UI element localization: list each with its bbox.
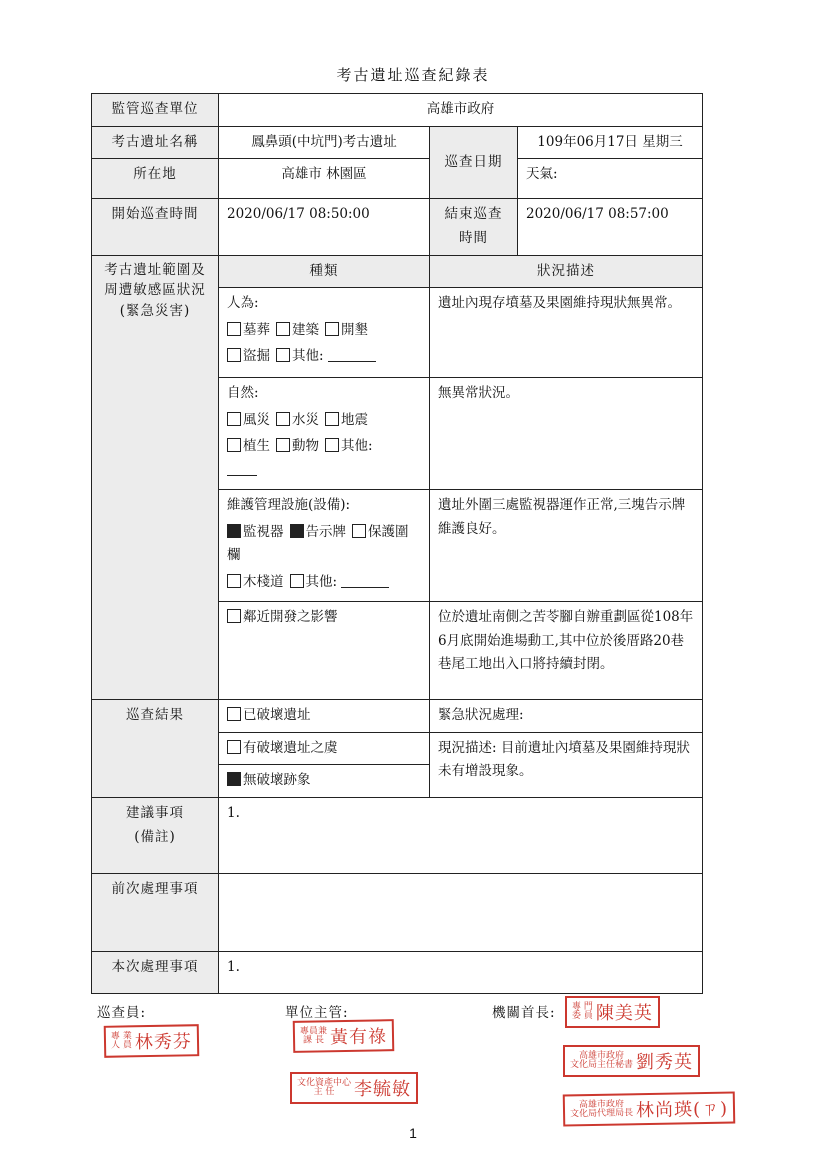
natural-desc: 無異常狀況。 xyxy=(430,378,703,490)
result-label: 巡查結果 xyxy=(92,700,219,798)
previous-value xyxy=(219,874,703,952)
site-value: 鳳鼻頭(中坑門)考古遺址 xyxy=(219,126,430,159)
start-time-value: 2020/06/17 08:50:00 xyxy=(219,199,430,255)
checkbox-human-other[interactable] xyxy=(276,348,290,362)
option-natural-other: 其他: xyxy=(341,438,373,455)
suggestion-value: 1. xyxy=(219,798,703,874)
checkbox-facility-other[interactable] xyxy=(290,574,304,588)
natural-label: 自然: xyxy=(227,385,259,402)
suggestion-label-cell xyxy=(92,798,219,874)
previous-label: 前次處理事項 xyxy=(92,874,219,952)
checkbox-cultivation[interactable] xyxy=(325,322,339,336)
inspector-label: 巡查員: xyxy=(97,1005,147,1021)
row-current xyxy=(92,952,703,994)
option-facility-other: 其他: xyxy=(305,574,338,590)
inspection-form-table xyxy=(91,93,703,994)
facility-cell xyxy=(219,490,430,602)
checkbox-animal[interactable] xyxy=(276,438,290,452)
checkbox-no-damage[interactable] xyxy=(227,772,241,786)
end-time-value: 2020/06/17 08:57:00 xyxy=(518,199,703,255)
option-earthquake: 地震 xyxy=(341,411,368,428)
row-time xyxy=(92,199,703,255)
checkbox-fence[interactable] xyxy=(352,524,366,538)
location-value: 高雄市 林園區 xyxy=(219,159,430,199)
option-cultivation: 開墾 xyxy=(341,321,368,338)
col-type-header: 種類 xyxy=(219,255,430,288)
site-label: 考古遺址名稱 xyxy=(92,126,219,159)
suggestion-note-label: (備註) xyxy=(134,828,176,845)
facility-label: 維護管理設施(設備): xyxy=(227,497,351,514)
col-desc-header: 狀況描述 xyxy=(430,255,703,288)
nearby-desc: 位於遺址南側之苦苓腳自辦重劃區從108年6月底開始進場動工,其中位於後厝路20巷巷尾工地出入口將持續封閉。 xyxy=(430,602,703,700)
option-burial: 墓葬 xyxy=(243,321,270,338)
suggestion-label: 建議事項 xyxy=(126,805,184,821)
status-section-label: 考古遺址範圍及周遭敏感區狀況(緊急災害) xyxy=(92,255,219,700)
unit-value: 高雄市政府 xyxy=(219,94,703,127)
emergency-label: 緊急狀況處理: xyxy=(430,700,703,733)
result-option-risk-cell xyxy=(219,732,430,765)
seal-inspector: 專 業 人 員 林秀芬 xyxy=(104,1024,199,1058)
seal-center-director: 文化資產中心 主 任 李毓敏 xyxy=(290,1072,418,1104)
checkbox-cctv[interactable] xyxy=(227,524,241,538)
facility-desc: 遺址外圍三處監視器運作正常,三塊告示牌維護良好。 xyxy=(430,490,703,602)
page-number: 1 xyxy=(409,1125,417,1141)
option-destroyed: 已破壞遺址 xyxy=(243,707,311,724)
option-animal: 動物 xyxy=(292,438,319,455)
natural-other-blank[interactable] xyxy=(227,463,257,476)
checkbox-flood[interactable] xyxy=(276,412,290,426)
seal-chief-secretary: 高雄市政府 文化局主任秘書 劉秀英 xyxy=(563,1045,700,1077)
form-title: 考古遺址巡查紀錄表 xyxy=(336,66,490,84)
current-label: 本次處理事項 xyxy=(92,952,219,994)
human-desc: 遺址內現存墳墓及果園維持現狀無異常。 xyxy=(430,288,703,378)
checkbox-risk[interactable] xyxy=(227,740,241,754)
checkbox-nearby[interactable] xyxy=(227,609,241,623)
checkbox-signboard[interactable] xyxy=(290,524,304,538)
end-time-label: 結束巡查時間 xyxy=(430,199,518,255)
human-label: 人為: xyxy=(227,295,259,312)
location-label: 所在地 xyxy=(92,159,219,199)
checkbox-building[interactable] xyxy=(276,322,290,336)
row-result-1 xyxy=(92,700,703,733)
result-option-none-cell xyxy=(219,765,430,798)
unit-label: 監管巡查單位 xyxy=(92,94,219,127)
nearby-cell xyxy=(219,602,430,700)
current-value: 1. xyxy=(219,952,703,994)
checkbox-vegetation[interactable] xyxy=(227,438,241,452)
row-site xyxy=(92,126,703,159)
option-cctv: 監視器 xyxy=(243,523,284,540)
start-time-label: 開始巡查時間 xyxy=(92,199,219,255)
checkbox-boardwalk[interactable] xyxy=(227,574,241,588)
option-fence: 保護圍欄 xyxy=(227,523,409,564)
option-boardwalk: 木棧道 xyxy=(243,574,284,590)
option-signboard: 告示牌 xyxy=(305,523,346,540)
human-other-blank[interactable] xyxy=(328,349,376,362)
option-human-other: 其他: xyxy=(292,348,324,365)
checkbox-burial[interactable] xyxy=(227,322,241,336)
human-cell xyxy=(219,288,430,378)
weather-label: 天氣: xyxy=(518,159,703,199)
row-status-header xyxy=(92,255,703,288)
checkbox-looting[interactable] xyxy=(227,348,241,362)
option-vegetation: 植生 xyxy=(243,438,270,455)
option-risk: 有破壞遺址之虞 xyxy=(243,739,338,756)
seal-acting-director: 高雄市政府 文化局代理局長 林尚瑛(ㄗ) xyxy=(563,1092,736,1127)
option-looting: 盜掘 xyxy=(243,348,270,365)
checkbox-typhoon[interactable] xyxy=(227,412,241,426)
seal-section-chief: 專員兼 課 長 黃有祿 xyxy=(293,1019,395,1053)
supervisor-label: 單位主管: xyxy=(285,1005,349,1021)
checkbox-natural-other[interactable] xyxy=(325,438,339,452)
option-typhoon: 風災 xyxy=(243,411,270,428)
natural-cell xyxy=(219,378,430,490)
current-status-desc: 現況描述: 目前遺址內墳墓及果園維持現狀未有增設現象。 xyxy=(430,732,703,797)
date-label: 巡查日期 xyxy=(430,126,518,199)
date-value: 109年06月17日 星期三 xyxy=(518,126,703,159)
checkbox-earthquake[interactable] xyxy=(325,412,339,426)
head-label: 機關首長: xyxy=(492,1005,556,1021)
row-unit xyxy=(92,94,703,127)
row-suggestion xyxy=(92,798,703,874)
result-option-destroyed-cell xyxy=(219,700,430,733)
option-building: 建築 xyxy=(292,321,319,338)
facility-other-blank[interactable] xyxy=(341,575,389,588)
row-location xyxy=(92,159,703,199)
seal-specialist: 專 門 委 員 陳美英 xyxy=(565,996,660,1028)
row-previous xyxy=(92,874,703,952)
option-flood: 水災 xyxy=(292,411,319,428)
checkbox-destroyed[interactable] xyxy=(227,707,241,721)
option-no-damage: 無破壞跡象 xyxy=(243,772,311,789)
nearby-label: 鄰近開發之影響 xyxy=(243,609,338,626)
